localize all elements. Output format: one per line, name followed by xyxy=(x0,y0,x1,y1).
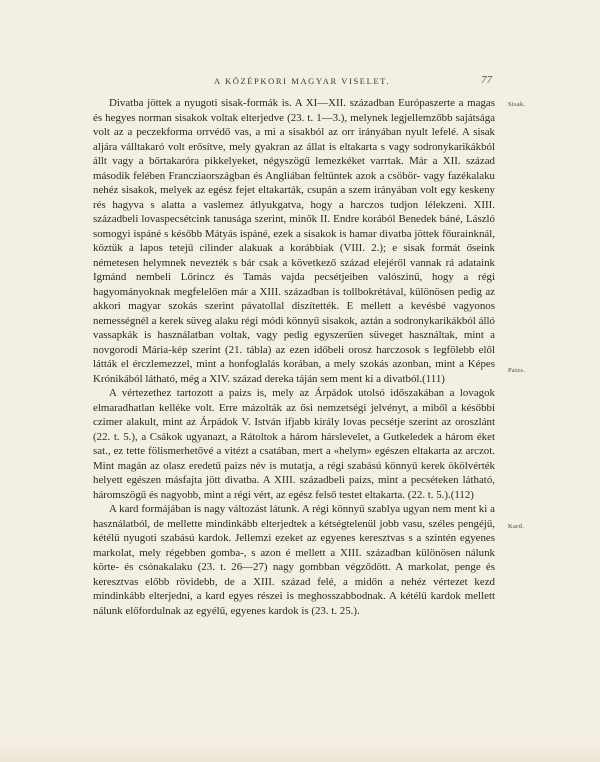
body-text xyxy=(93,96,495,618)
running-title: A KÖZÉPKORI MAGYAR VISELET. xyxy=(214,76,391,86)
margin-note-sisak: Sisak. xyxy=(508,101,526,108)
paragraph-sisak: Divatba jöttek a nyugoti sisak-formák is. A XI—XII. században Európaszerte a magas és hegyes norman sisakok voltak elterjedve (23. t. 1—3.), melynek legjellemzőbb sajátsága volt az a peczekforma orrvédő vas, a mi a sisakból az orr irányában nyult lefelé. A sisak aljára válltakaró volt erősítve, mely gyakran az állat is eltakarta s vagy sodronykarikákból állt vagy a bőrtakaróra pikkelyeket, négyszögű lemezkéket varrtak. Már a XII. század második felében Francziaországban és Angliában feltüntek azok a csöbör- vagy fazékalaku nehéz sisakok, melyek az egész fejet eltakarták, csupán a szem irányában volt egy keskeny rés hagyva s alatta a vaslemez átlyukgatva, hogy a harczos tudjon lélekzeni. XIII. századbeli lovaspecsétcink tanusága szerint, minők II. Endre korából Benedek báné, László somogyi ispáné s később Mátyás ispáné, ezek a sisakok is hamar divatba jöttek főurainknál, köztük a lapos tetejű cilinder alakuak a korábbiak (VIII. 2.); e sisak formát őseink németesen helymnek nevezték s bár csak a következő század elejéről vannak rá adataink Igmánd nembeli Lőrincz és Tamás vajda pecsétjeiben valószinű, hogy a régi hagyományoknak megfelelően már a XIII. században is tollbokrétával, különösen pedig az akkori magyar szokás szerint pávatollal diszítették. E mellett a kevésbé vagyonos nemességnél a kerek süveg alaku régi módi könnyű sisakok, aztán a sodronykarikákból álló vassapkák is használatban voltak, vagy pedig egyszerűen süveget használtak, mint a novgorodi Mária-kép szerint (21. tábla) az ezen időbeli orosz harczosok s legfölebb elől látták el érczlemezzel, mint a honfoglalás korában, a mely szokás azonban, mint a Képes Krónikából látható, még a XIV. század dereka táján sem ment ki a divatból.(111) xyxy=(93,97,495,385)
running-head xyxy=(0,76,600,90)
page-number: 77 xyxy=(481,74,492,86)
margin-note-kard: Kard. xyxy=(508,523,525,530)
margin-note-paizs: Paizs. xyxy=(508,367,526,374)
paragraph-paizs: A vértezethez tartozott a paizs is, mely az Árpádok utolsó időszakában a lovagok elmaradhatlan kelléke volt. Erre mázolták az ősi nemzetségi jelvényt, a miből a későbbi czimer alakult, mint az Árpádok V. István ifjabb király lovas pecsétje szerint az oroszlánt (22. t. 5.), a Csákok ugyanazt, a Rátoltok a három hárslevelet, a Gutkeledek a három éket sat., ez tette fölismerhetővé a vitézt a csatában, mert a «helym» egészen eltakarta az arczot. Mint magán az olasz eredetű paizs név is mutatja, a régi szabású könnyű kerek ökölvérték helyett egészen másfajta jött divatba. A XIII. századbeli paizs, mint a pecséteken látható, háromszögű és nagyobb, mint a régi vért, az egész felső testet eltakarta. (22. t. 5.).(112) xyxy=(93,387,495,501)
paragraph-kard: A kard formájában is nagy változást látunk. A régi könnyű szablya ugyan nem ment ki a használatból, de mellette mindinkább elterjedtek a kétségtelenül jobb vasu, széles pengéjű, kétélű nyugoti szabású kardok. Jellemzi ezeket az egyenes keresztvas s a szintén egyenes markolat, mely régebben gomba-, s azon é mellett a XIII. században különösen nálunk körte- és csónakalaku (23. t. 26—27) nagy gombban végződött. A markolat, penge és keresztvas előbb rövidebb, de a XIII. század felé, a midőn a nehéz vértezet kezd mindinkább elterjedni, a kard egyes részei is meghosszabbodnak. A kétélű kardok mellett nálunk előfordulnak az egyélű, egyenes kardok is (23. t. 25.). xyxy=(93,503,495,617)
page-bottom-edge xyxy=(0,744,600,762)
